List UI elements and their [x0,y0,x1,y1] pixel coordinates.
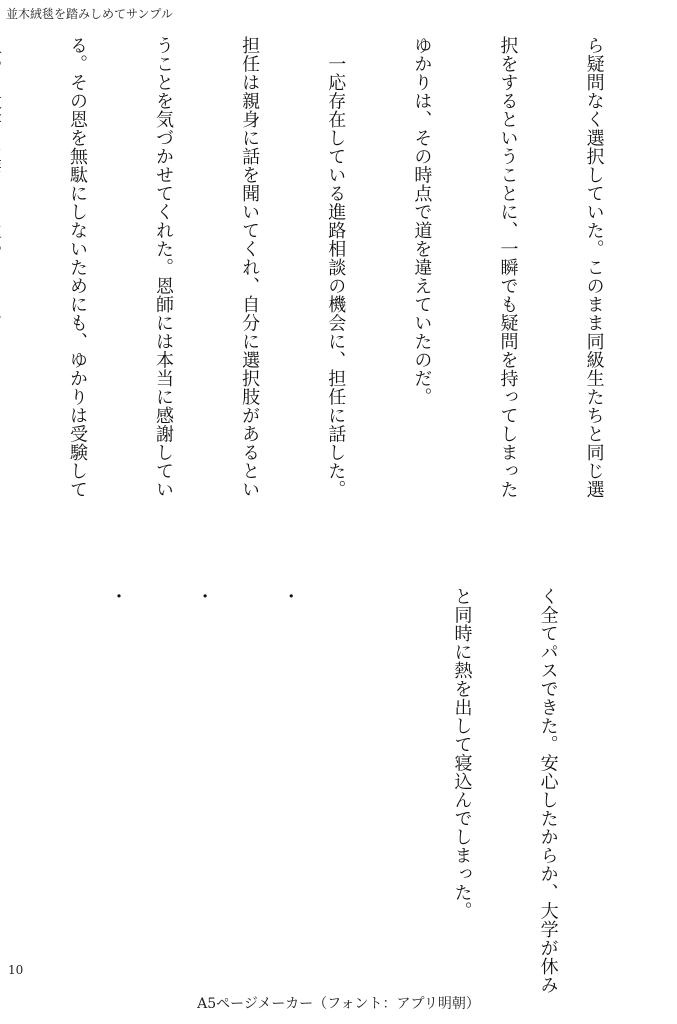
text-line: く全てパスできた。安心したからか、大学が休み [537,587,559,994]
text-line [0,36,5,514]
book-title-header: 並木絨毯を踏みしめてサンプル [6,7,173,21]
text-line: る。その恩を無駄にしないためにも、ゆかりは受験して [66,36,88,499]
text-line: 担任は親身に話を聞いてくれ、自分に選択肢があるとい [239,36,261,499]
text-line: ら疑問なく選択していた。このまま同級生たちと同じ選 [583,36,605,499]
footer-credit: A5ページメーカー（フォント：アプリ明朝） [197,996,480,1012]
ellipsis-dot: ・ [279,587,301,606]
blank-line [361,587,390,980]
ellipsis-dot: ・ [193,587,215,606]
body-text-top-column [9,36,665,514]
page-number: 10 [8,963,24,977]
text-line: 一応存在している進路相談の機会に、担任に話した。 [325,36,347,499]
text-line: うことを気づかせてくれた。恩師には本当に感謝してい [153,36,175,499]
text-line: ゆかりは、その時点で道を違えていたのだ。 [411,36,433,406]
text-line: と同時に熱を出して寝込んでしまった。 [451,587,473,920]
body-text-bottom-column [107,587,619,994]
text-line: 択をするということに、一瞬でも疑問を持ってしまった [497,36,519,499]
blank-line [16,587,45,980]
ellipsis-dot: ・ [107,587,129,606]
